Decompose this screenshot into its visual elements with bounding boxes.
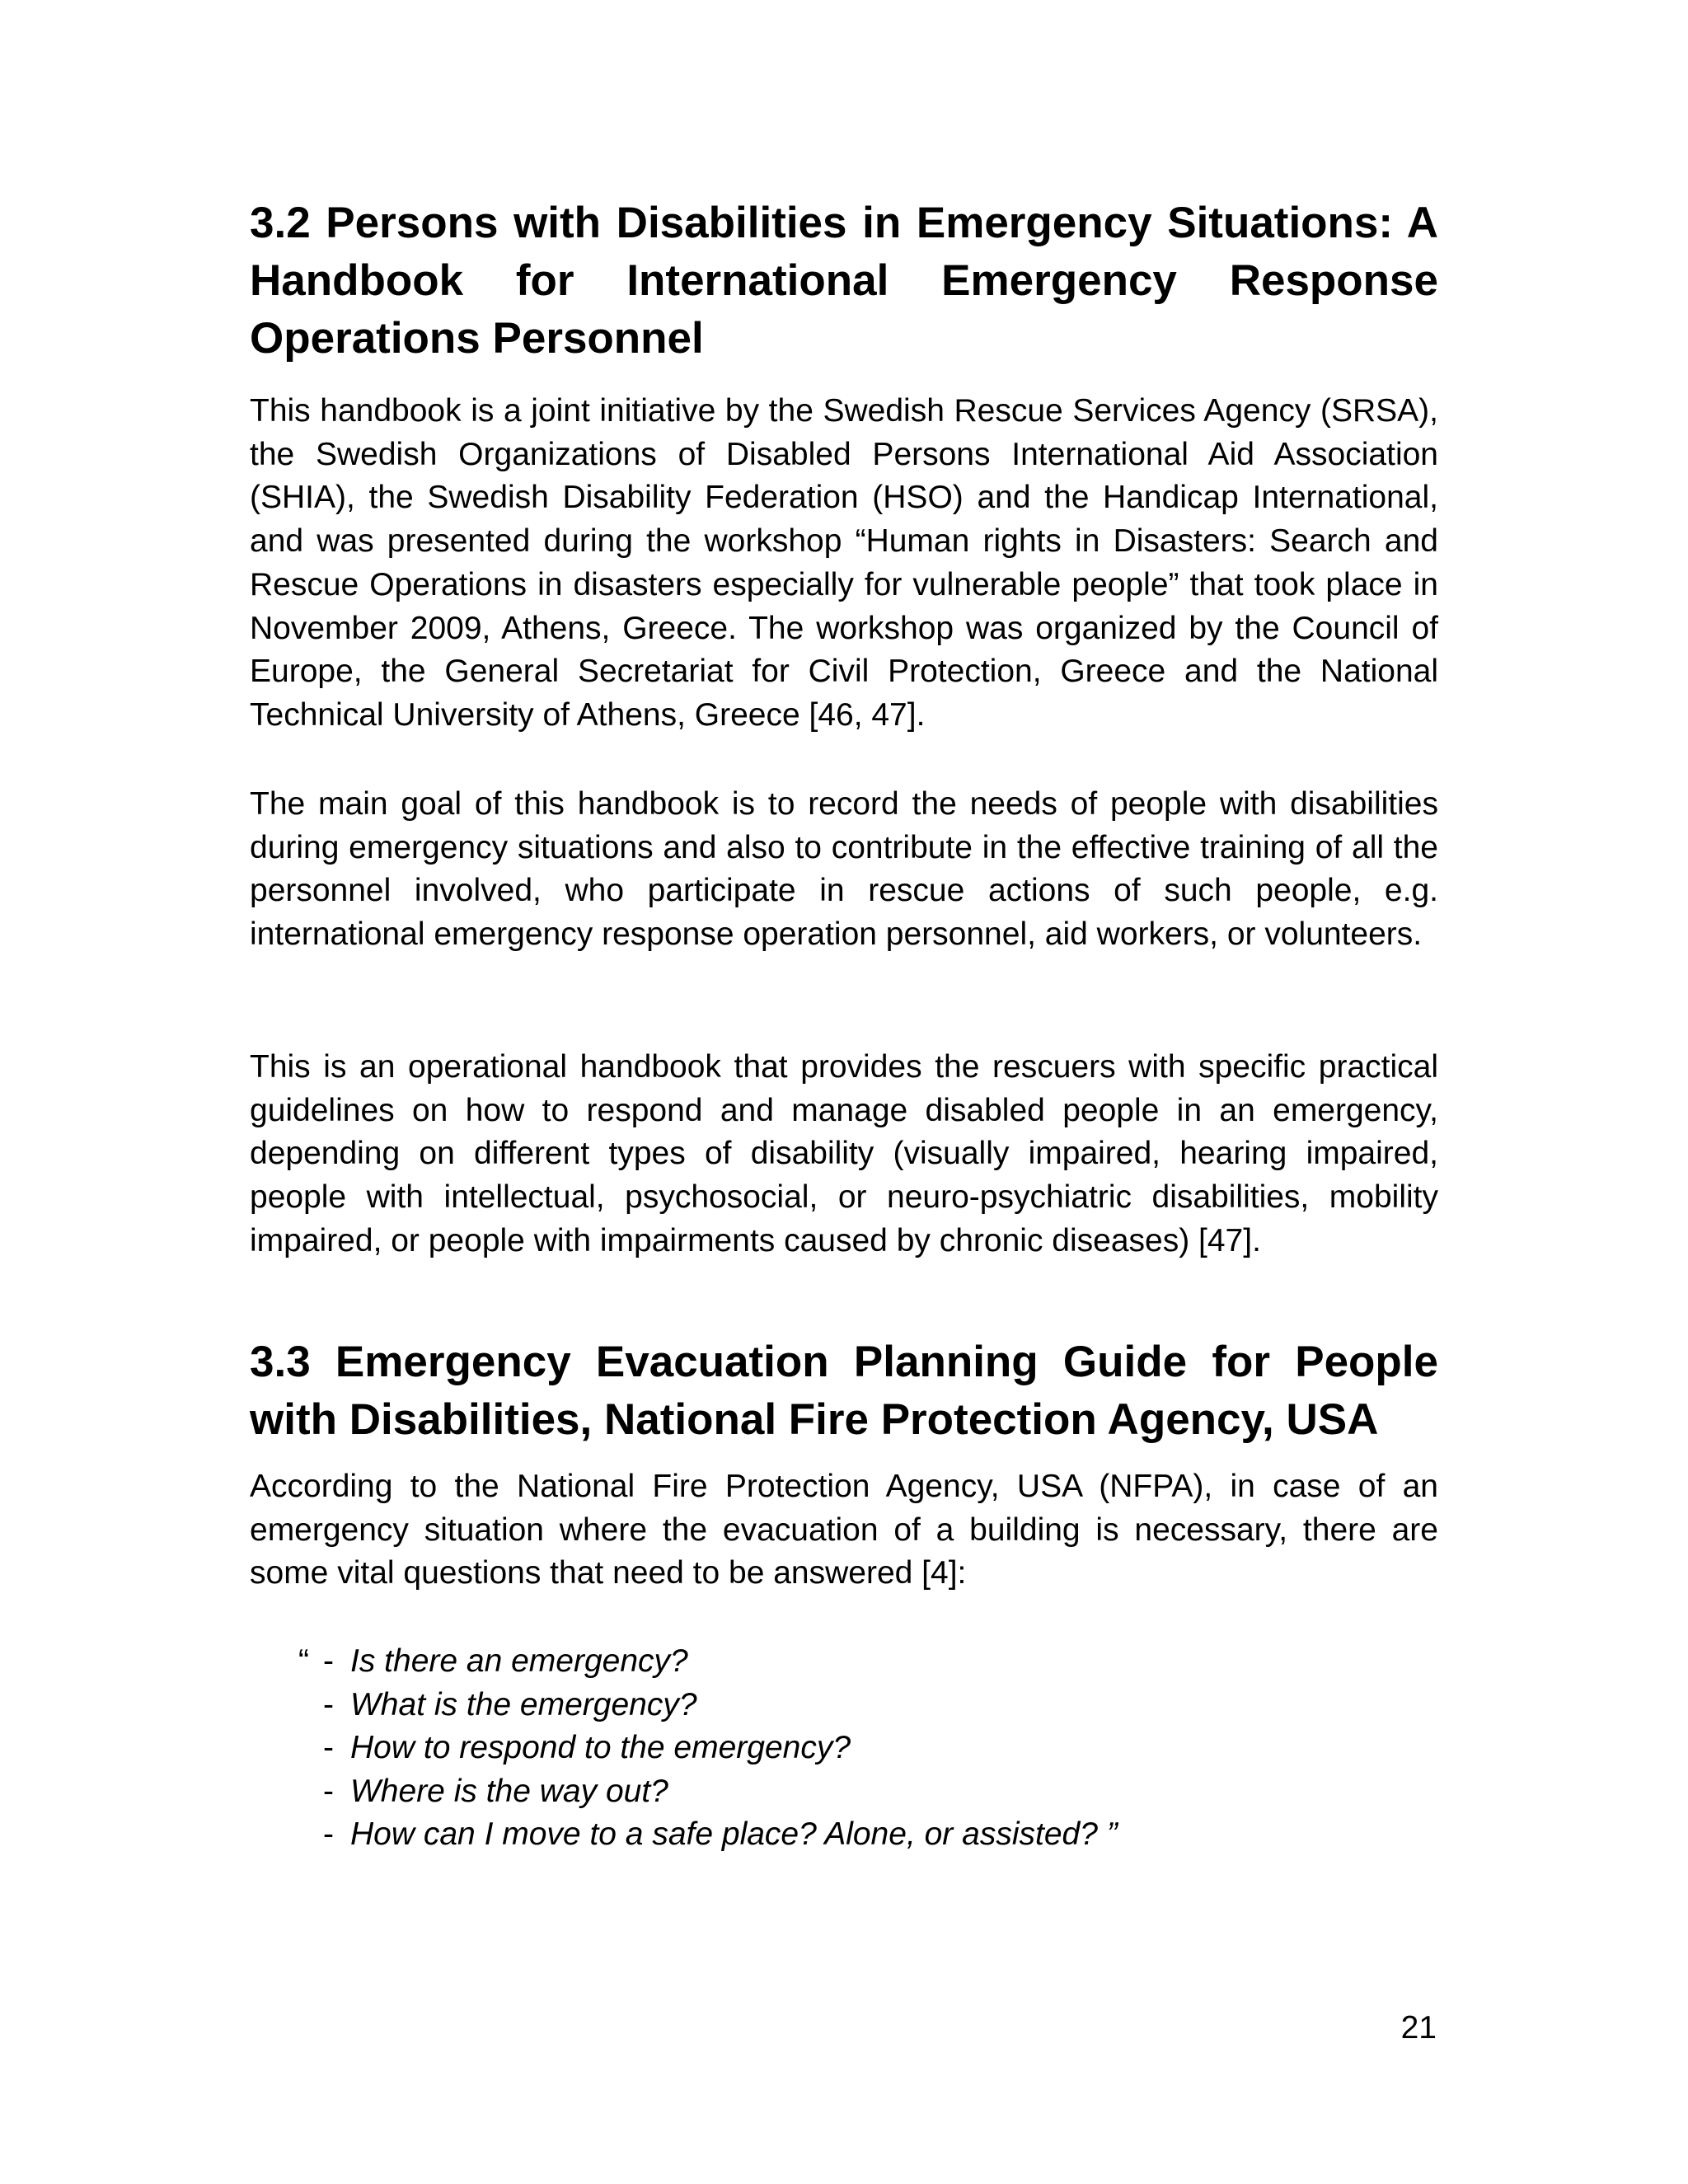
- paragraph-handbook-goal: The main goal of this handbook is to record the needs of people with disabilities during emergency situations and also to contribute in the effective training of all the personnel involved, who participate in rescue actions of such people, e.g. international emergency response operation personnel, aid workers, or volunteers.: [250, 786, 1438, 953]
- question-text: Is there an emergency?: [350, 1643, 688, 1679]
- list-item: [298, 1770, 1370, 1814]
- list-item: [298, 1813, 1370, 1857]
- list-item: [298, 1727, 1370, 1770]
- close-quote-mark: ”: [1097, 1816, 1118, 1852]
- dash-bullet-icon: -: [323, 1730, 334, 1765]
- section-heading-3-2: 3.2 Persons with Disabilities in Emergency Situations: A Handbook for International Emergency Response Operations Personnel: [250, 199, 1438, 363]
- dash-bullet-icon: -: [323, 1643, 334, 1679]
- section-heading-3-3: 3.3 Emergency Evacuation Planning Guide for People with Disabilities, National Fire Protection Agency, USA: [250, 1338, 1438, 1444]
- list-item: [298, 1640, 1370, 1684]
- question-text: How can I move to a safe place? Alone, or assisted?: [350, 1816, 1098, 1852]
- paragraph-operational-handbook: This is an operational handbook that provides the rescuers with specific practical guidelines on how to respond and manage disabled people in an emergency, depending on different types of disability (visually impaired, hearing impaired, people with intellectual, psychosocial, or neuro-psychiatric disabilities, mobility impaired, or people with impairments caused by chronic diseases) [47].: [250, 1049, 1438, 1258]
- question-text: How to respond to the emergency?: [350, 1730, 851, 1765]
- evacuation-questions-list: [298, 1640, 1370, 1857]
- dash-bullet-icon: -: [323, 1686, 334, 1722]
- question-text: What is the emergency?: [350, 1686, 697, 1722]
- dash-bullet-icon: -: [323, 1816, 334, 1852]
- question-text: Where is the way out?: [350, 1773, 668, 1809]
- paragraph-nfpa-intro: According to the National Fire Protection Agency, USA (NFPA), in case of an emergency situation where the evacuation of a building is necessary, there are some vital questions that need to be answered [4]:: [250, 1469, 1438, 1591]
- open-quote-mark: “: [298, 1643, 309, 1679]
- page-number: 21: [1400, 2010, 1437, 2046]
- paragraph-handbook-initiative: This handbook is a joint initiative by the Swedish Rescue Services Agency (SRSA), the Swedish Organizations of Disabled Persons International Aid Association (SHIA), the Swedish Disability Federation (HSO) and the Handicap International, and was presented during the workshop “Human rights in Disasters: Search and Rescue Operations in disasters especially for vulnerable people” that took place in November 2009, Athens, Greece. The workshop was organized by the Council of Europe, the General Secretariat for Civil Protection, Greece and the National Technical University of Athens, Greece [46, 47].: [250, 393, 1438, 733]
- dash-bullet-icon: -: [323, 1773, 334, 1809]
- list-item: [298, 1684, 1370, 1727]
